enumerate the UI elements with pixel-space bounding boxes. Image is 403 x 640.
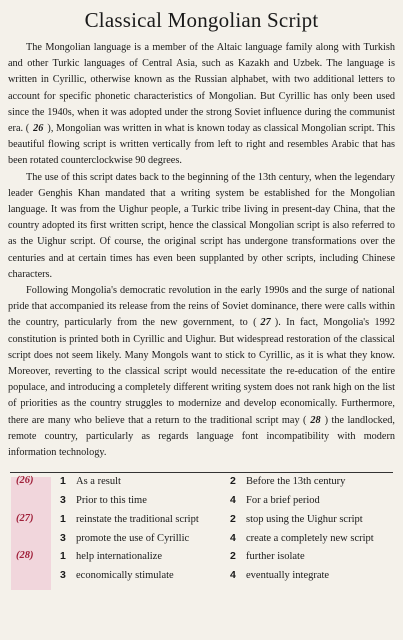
choice-28-1[interactable]: 1 help internationalize [60,550,163,563]
blank-26: 26 [33,123,44,135]
paragraph-2: The use of this script dates back to the beginning of the 13th century, when the legendary leader Genghis Khan mandated that a writing system be established for the Mongolian language. It was from the Uighur people, a Turkic tribe living in present-day China, that the country adopted its first written script, hence the classical Mongolian script is also referred to as the Uighur script. Of course, the original script has undergone transformations over the centuries and at certain times has even been supplanted by other scripts, including Chinese characters. [8,171,395,280]
question-label: (26) [16,475,34,487]
paragraph-3-text-c: ) the landlocked, remote country, particularly as regards language font incompatibility with modern information technology. [8,414,395,459]
choice-26-4[interactable]: 4 For a brief period [230,494,320,507]
choice-26-2[interactable]: 2 Before the 13th century [230,475,346,488]
question-28-row-2 [8,567,395,586]
choice-27-2[interactable]: 2 stop using the Uighur script [230,512,363,525]
question-label: (27) [16,512,34,524]
paragraph-3-text-a: Following Mongolia's democratic revolution in the early 1990s and the surge of national pride that accompanied its release from the reins of Soviet dominance, there were calls within the country, particularly from the new government, to ( [8,285,395,329]
paragraph-3-text-b: ). In fact, Mongolia's 1992 constitution is printed both in Cyrillic and Uighur. But widespread restoration of the classical script does not seem likely. Many Mongols want to stick to Cyrillic, as it is what they know. Moreover, reverting to the classical script would necessitate the re-education of the entire populace, and introducing a completely different writing system does not rank high on the list of priorities as the country struggles to modernize and develop economically. Furthermore, there are many who believe that a return to the traditional script may ( [8,317,395,426]
paragraph-1-text-a: The Mongolian language is a member of the Altaic language family along with Turkish and other Turkic languages of Central Asia, such as Kazakh and Uzbek. The language is written in Cyrillic, otherwise known as the Russian alphabet, with two additional letters to account for specific phonetic characteristics of Mongolian. But Cyrillic has only been used since the 1940s, when it was adopted under the strong Soviet influence during the communist era. ( [8,42,395,135]
choice-28-4[interactable]: 4 eventually integrate [230,569,330,582]
question-label: (28) [16,550,34,562]
choice-28-3[interactable]: 3 economically stimulate [60,569,174,582]
choice-27-4[interactable]: 4 create a completely new script [230,531,374,544]
question-27-row-2 [8,530,395,549]
blank-28: 28 [310,414,321,426]
choice-26-3[interactable]: 3 Prior to this time [60,494,147,507]
blank-27: 27 [260,317,271,329]
paragraph-1-text-b: ), Mongolian was written in what is known today as classical Mongolian script. This beautiful flowing script is written vertically from left to right and resembles Arabic that has been rotated counterclockwise 90 degrees. [8,123,395,167]
question-26-row-1 [8,473,395,492]
paragraph-3 [8,283,395,461]
paragraph-1 [8,40,395,170]
question-26-row-2 [8,492,395,511]
page-title: Classical Mongolian Script [84,8,319,32]
choice-27-1[interactable]: 1 reinstate the traditional script [60,512,199,525]
question-28-row-1 [8,548,395,567]
question-27-row-1 [8,511,395,530]
choice-28-2[interactable]: 2 further isolate [230,550,305,563]
choice-27-3[interactable]: 3 promote the use of Cyrillic [60,531,190,544]
answer-options [8,473,395,586]
choice-26-1[interactable]: 1 As a result [60,475,121,488]
